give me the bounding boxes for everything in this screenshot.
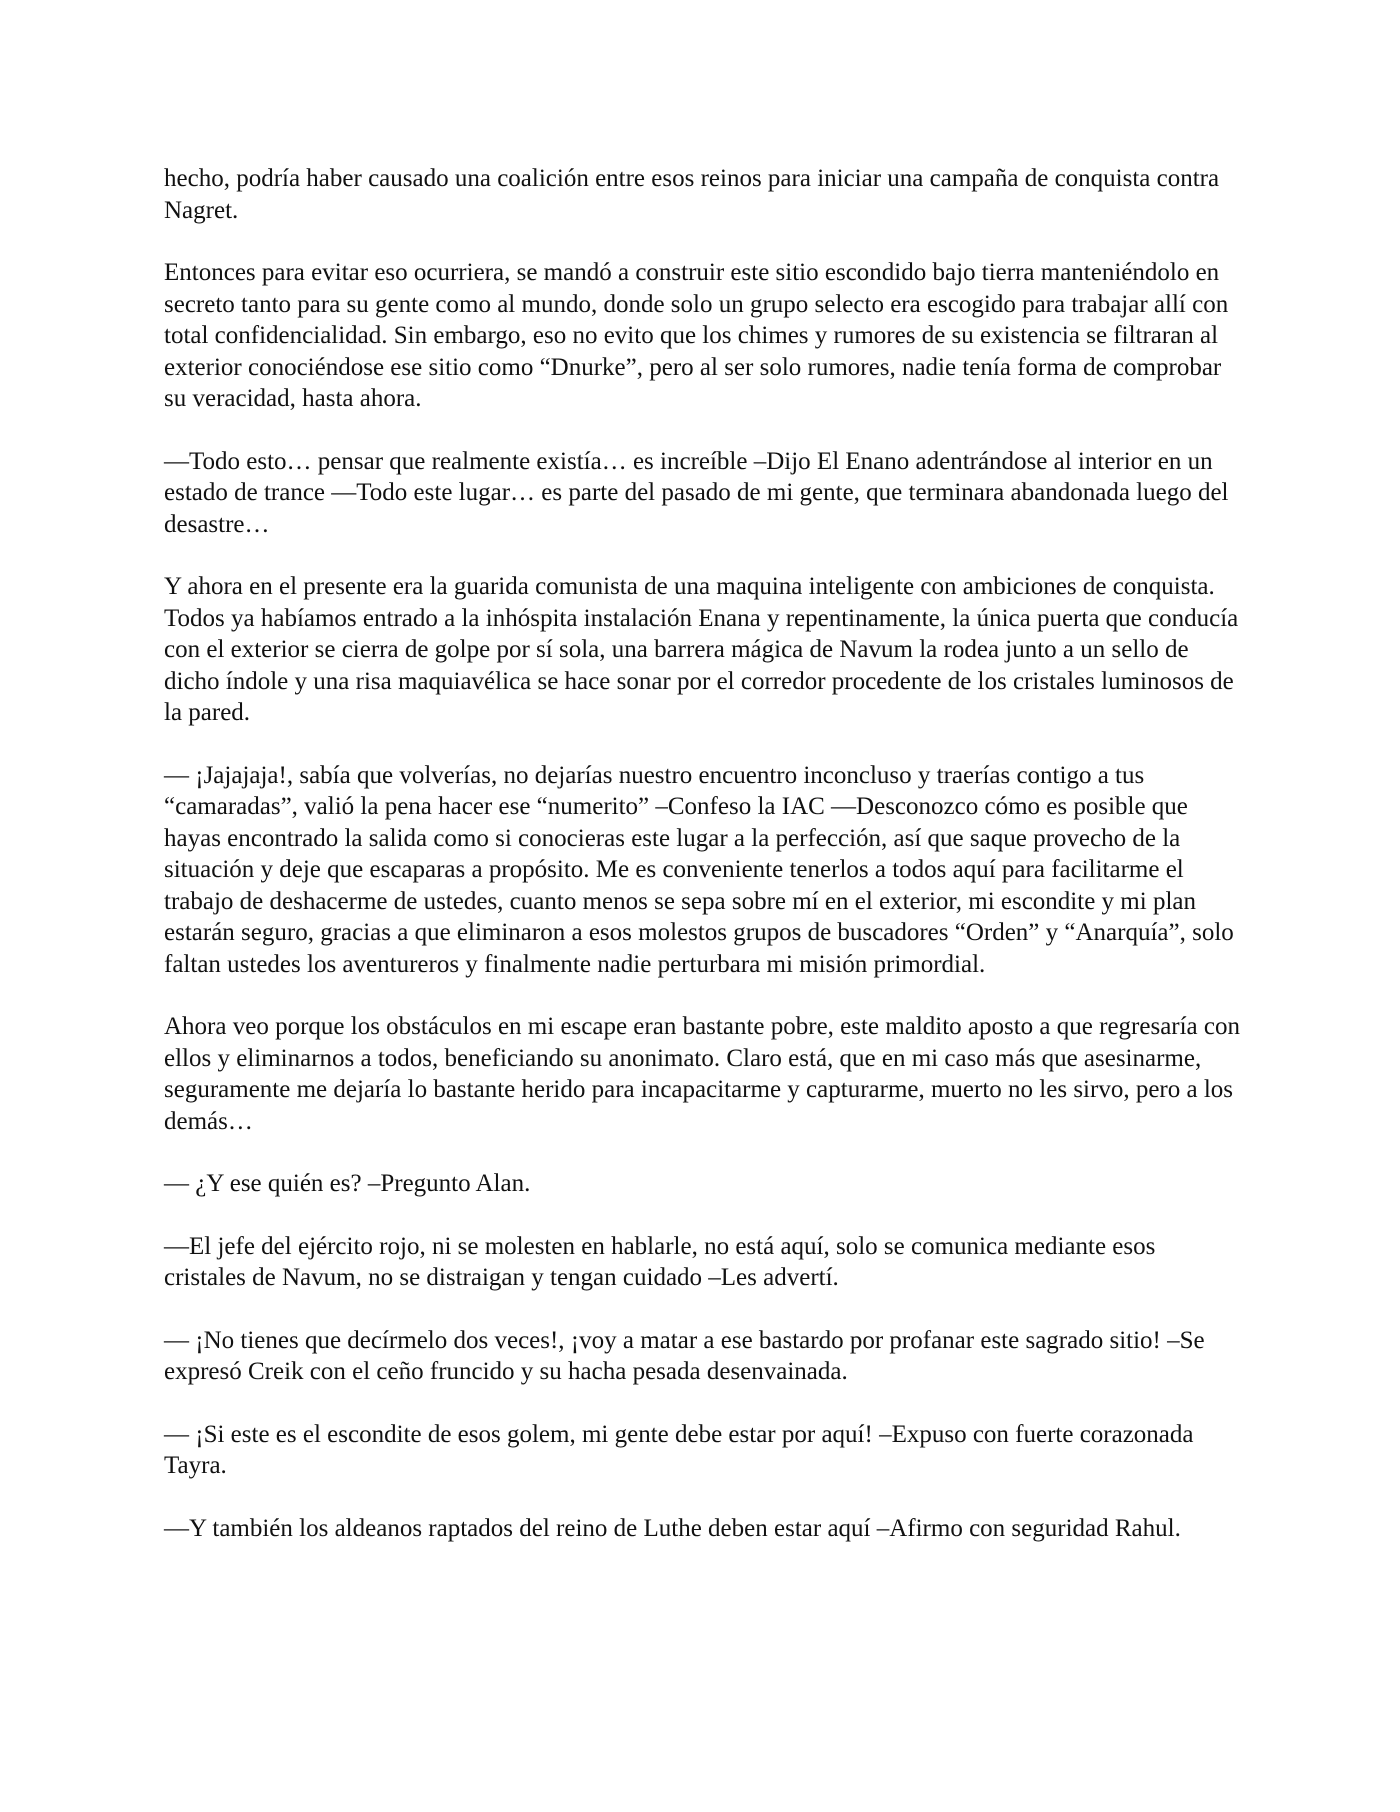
paragraph-8: —El jefe del ejército rojo, ni se molesten en hablarle, no está aquí, solo se comunica mediante esos cristales de Navum, no se distraigan y tengan cuidado –Les advertí.: [164, 1232, 1156, 1291]
paragraph-5: — ¡Jajajaja!, sabía que volverías, no dejarías nuestro encuentro inconcluso y traerías contigo a tus “camaradas”, valió la pena hacer ese “numerito” –Confeso la IAC —Desconozco cómo es posible que hayas encontrado la salida como si conocieras este lugar a la perfección, así que saque provecho de la situación y deje que escaparas a propósito. Me es conveniente tenerlos a todos aquí para facilitarme el trabajo de deshacerme de ustedes, cuanto menos se sepa sobre mí en el exterior, mi escondite y mi plan estarán seguro, gracias a que eliminaron a esos molestos grupos de buscadores “Orden” y “Anarquía”, solo faltan ustedes los aventureros y finalmente nadie perturbara mi misión primordial.: [164, 761, 1234, 978]
paragraph-10: — ¡Si este es el escondite de esos golem, mi gente debe estar por aquí! –Expuso con fuerte corazonada Tayra.: [164, 1420, 1194, 1479]
paragraph-9: — ¡No tienes que decírmelo dos veces!, ¡voy a matar a ese bastardo por profanar este sagrado sitio! –Se expresó Creik con el ceño fruncido y su hacha pesada desenvainada.: [164, 1326, 1205, 1385]
paragraph-2: Entonces para evitar eso ocurriera, se mandó a construir este sitio escondido bajo tierra manteniéndolo en secreto tanto para su gente como al mundo, donde solo un grupo selecto era escogido para trabajar allí con total confidencialidad. Sin embargo, eso no evito que los chimes y rumores de su existencia se filtraran al exterior conociéndose ese sitio como “Dnurke”, pero al ser solo rumores, nadie tenía forma de comprobar su veracidad, hasta ahora.: [164, 259, 1229, 412]
paragraph-3: —Todo esto… pensar que realmente existía… es increíble –Dijo El Enano adentrándose al interior en un estado de trance —Todo este lugar… es parte del pasado de mi gente, que terminara abandonada luego del desastre…: [164, 447, 1229, 538]
paragraph-11: —Y también los aldeanos raptados del reino de Luthe deben estar aquí –Afirmo con seguridad Rahul.: [164, 1514, 1181, 1542]
paragraph-6: Ahora veo porque los obstáculos en mi escape eran bastante pobre, este maldito aposto a que regresaría con ellos y eliminarnos a todos, beneficiando su anonimato. Claro está, que en mi caso más que asesinarme, seguramente me dejaría lo bastante herido para incapacitarme y capturarme, muerto no les sirvo, pero a los demás…: [164, 1013, 1241, 1135]
paragraph-1: hecho, podría haber causado una coalición entre esos reinos para iniciar una campaña de conquista contra Nagret.: [164, 165, 1220, 224]
document-page: [164, 163, 1240, 1575]
paragraph-4: Y ahora en el presente era la guarida comunista de una maquina inteligente con ambiciones de conquista. Todos ya habíamos entrado a la inhóspita instalación Enana y repentinamente, la única puerta que conducía con el exterior se cierra de golpe por sí sola, una barrera mágica de Navum la rodea junto a un sello de dicho índole y una risa maquiavélica se hace sonar por el corredor procedente de los cristales luminosos de la pared.: [164, 573, 1239, 726]
paragraph-7: — ¿Y ese quién es? –Pregunto Alan.: [164, 1170, 531, 1197]
